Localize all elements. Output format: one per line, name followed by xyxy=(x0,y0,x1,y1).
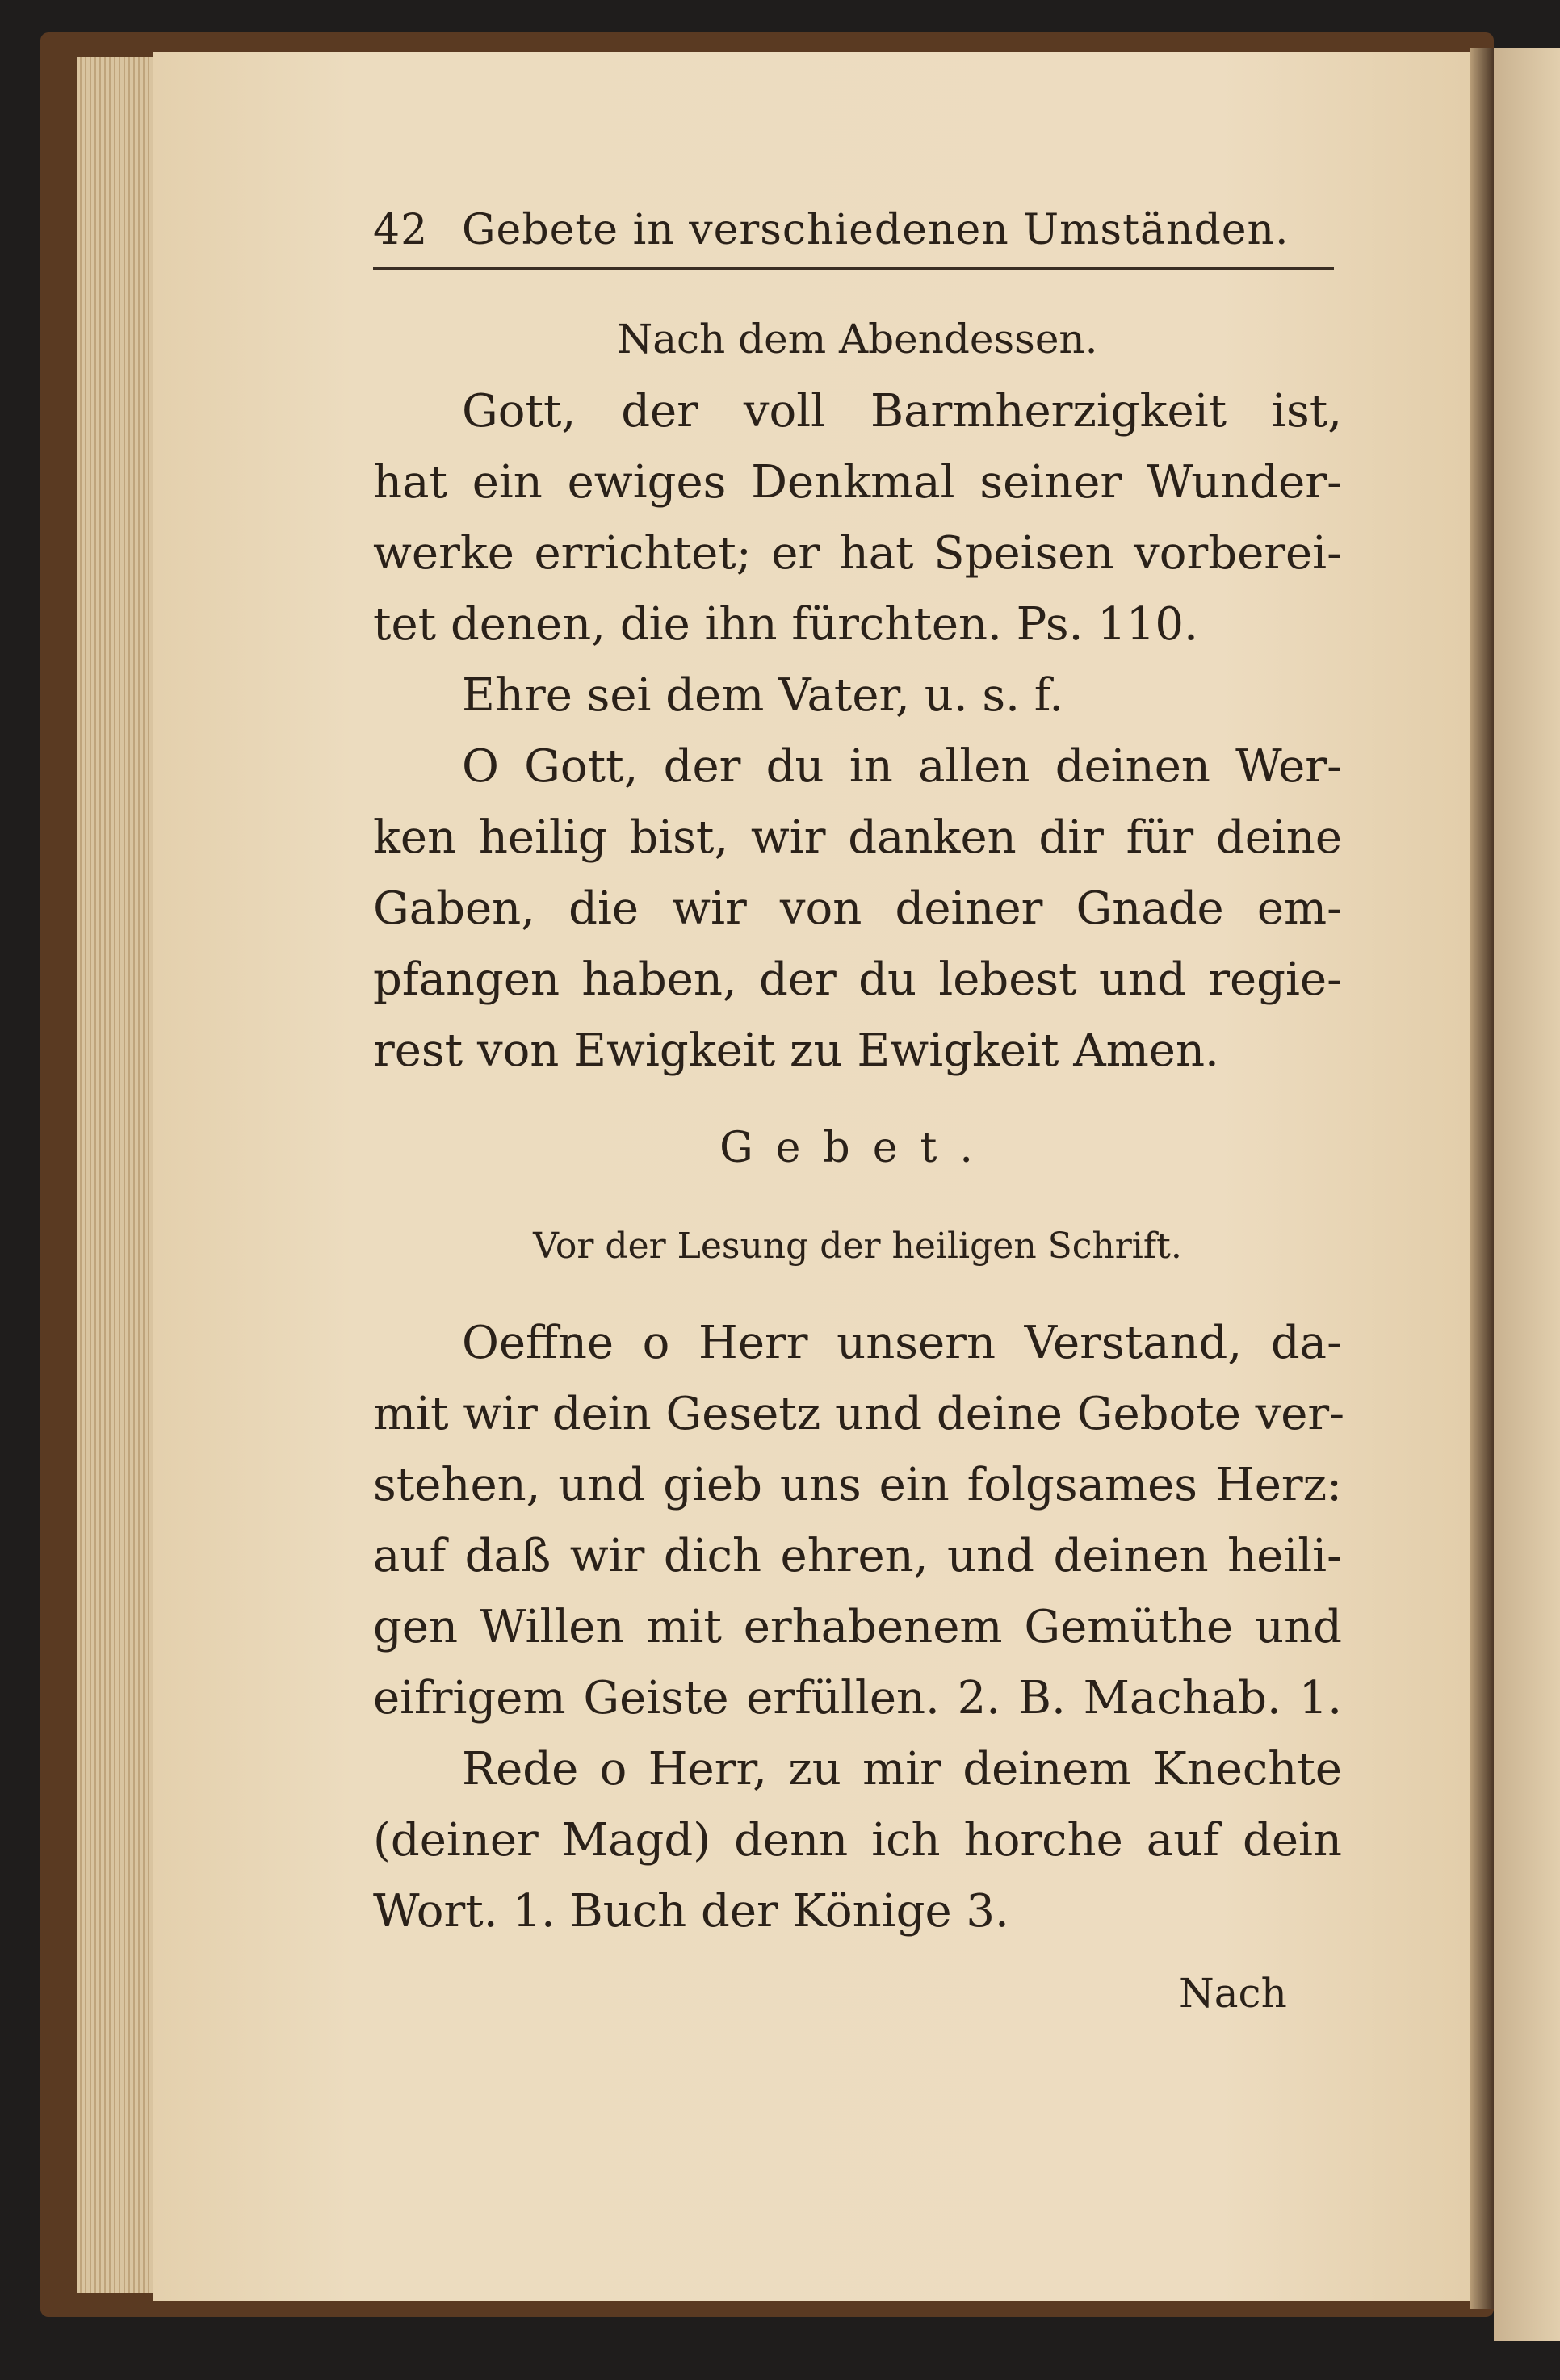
prayer-subheading: Vor der Lesung der heiligen Schrift. xyxy=(533,1226,1182,1267)
text-line: (deiner Magd) denn ich horche auf dein xyxy=(373,1814,1342,1867)
text-line: Rede o Herr, zu mir deinem Knechte xyxy=(462,1743,1342,1795)
text-line: mit wir dein Gesetz und deine Gebote ver- xyxy=(373,1388,1345,1440)
book-gutter xyxy=(1470,48,1494,2309)
text-line: O Gott, der du in allen deinen Wer- xyxy=(462,740,1342,793)
text-line: Gaben, die wir von deiner Gnade em- xyxy=(373,882,1342,935)
section-heading: Nach dem Abendessen. xyxy=(617,316,1098,362)
page-text xyxy=(373,198,1345,1947)
catchword: Nach xyxy=(1179,1970,1287,2017)
running-header xyxy=(373,198,1342,262)
facing-page-edge xyxy=(1494,48,1560,2341)
running-title: Gebete in verschiedenen Umständen. xyxy=(462,206,1290,254)
text-line: Gott, der voll Barmherzigkeit ist, xyxy=(462,385,1342,438)
text-line: Oeffne o Herr unsern Verstand, da- xyxy=(462,1317,1342,1369)
text-line: hat ein ewiges Denkmal seiner Wunder- xyxy=(373,456,1342,509)
text-line: stehen, und gieb uns ein folgsames Herz: xyxy=(373,1459,1342,1511)
text-line: auf daß wir dich ehren, und deinen heili- xyxy=(373,1530,1342,1582)
text-line: gen Willen mit erhabenem Gemüthe und xyxy=(373,1601,1342,1653)
text-line: ken heilig bist, wir danken dir für deine xyxy=(373,811,1342,864)
text-line: Wort. 1. Buch der Könige 3. xyxy=(373,1885,1009,1938)
text-line: pfangen haben, der du lebest und regie- xyxy=(373,953,1342,1006)
text-line: werke errichtet; er hat Speisen vorberei- xyxy=(373,527,1342,580)
page-number: 42 xyxy=(373,206,429,254)
text-line: Ehre sei dem Vater, u. s. f. xyxy=(462,669,1064,722)
prayer-heading: Gebet. xyxy=(719,1124,996,1172)
header-rule xyxy=(373,267,1334,270)
text-line: tet denen, die ihn fürchten. Ps. 110. xyxy=(373,598,1198,651)
text-line: eifrigem Geiste erfüllen. 2. B. Machab. 1. xyxy=(373,1672,1342,1724)
text-line: rest von Ewigkeit zu Ewigkeit Amen. xyxy=(373,1024,1219,1077)
